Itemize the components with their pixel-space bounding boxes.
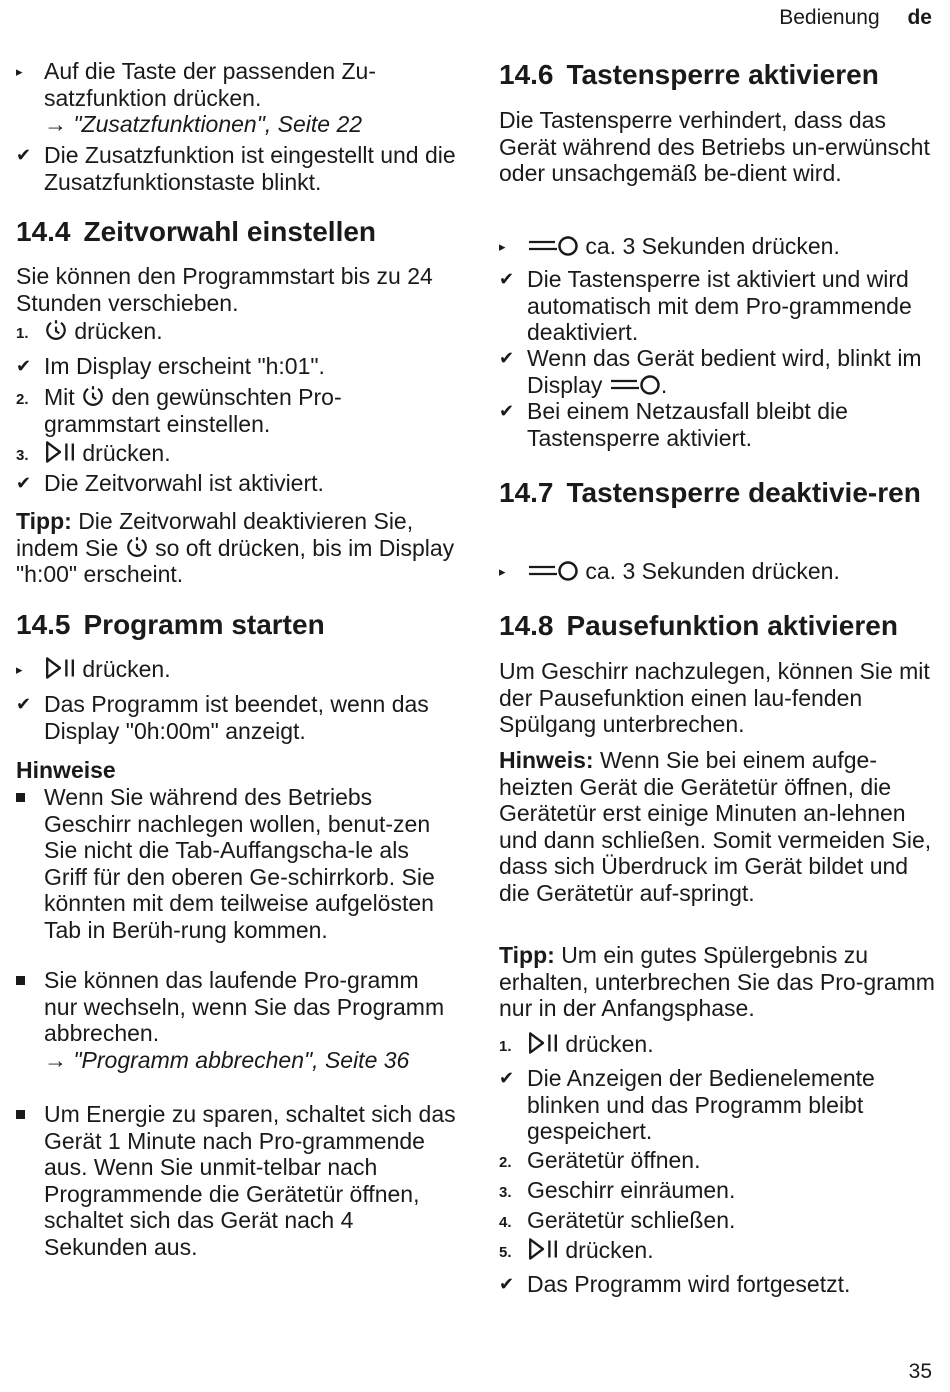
page-header xyxy=(779,6,932,30)
check-icon: ✔ xyxy=(499,401,515,421)
check-icon: ✔ xyxy=(499,269,515,289)
start-pause-icon xyxy=(527,1237,559,1261)
start-pause-icon xyxy=(44,656,76,680)
lock-result-1: ✔ Die Tastensperre ist aktiviert und wird automatisch mit dem Pro-grammende deaktiviert. xyxy=(499,266,912,345)
step-2: 2. Mit den gewünschten Pro-grammstart einstellen. xyxy=(16,384,342,437)
arrow-icon: ▸ xyxy=(16,64,23,79)
note-2: Sie können das laufende Pro-gramm nur wechseln, wenn Sie das Programm abbrechen. → "Programm abbrechen", Seite 36 xyxy=(16,967,456,1073)
intro-result-text: Die Zusatzfunktion ist eingestellt und die Zusatzfunktionstaste blinkt. xyxy=(44,142,456,195)
section-14-5-heading: 14.5 Programm starten xyxy=(16,609,325,640)
pause-step-5: 5. drücken. xyxy=(499,1237,654,1263)
section-14-7-heading: 14.7 Tastensperre deaktivie-ren xyxy=(499,477,921,508)
bullet-square-icon xyxy=(16,976,27,985)
arrow-icon: ▸ xyxy=(499,564,506,579)
pause-step-2: 2. Gerätetür öffnen. xyxy=(499,1147,701,1173)
timer-icon xyxy=(125,535,149,559)
unlock-step: ▸ ca. 3 Sekunden drücken. xyxy=(499,558,840,584)
check-icon: ✔ xyxy=(499,1274,515,1294)
timer-icon xyxy=(44,318,68,342)
start-result: ✔ Das Programm ist beendet, wenn das Display "0h:00m" anzeigt. xyxy=(16,691,429,744)
pause-result-5: ✔ Das Programm wird fortgesetzt. xyxy=(499,1271,851,1297)
result-3: ✔ Die Zeitvorwahl ist aktiviert. xyxy=(16,470,324,496)
section-14-4-intro: Sie können den Programmstart bis zu 24 Stunden verschieben. xyxy=(16,263,433,316)
note-1: Wenn Sie während des Betriebs Geschirr nachlegen wollen, benut-zen Sie nicht die Tab-Auffangscha-le als Griff für den oberen Ge-schirrkorb. Sie könnten mit dem teilweise aufgelösten Tab in Berüh-rung kommen. xyxy=(16,784,456,943)
result-1: ✔ Im Display erscheint "h:01". xyxy=(16,353,325,379)
bullet-square-icon xyxy=(16,1110,27,1119)
key-lock-icon xyxy=(609,374,661,396)
bullet-square-icon xyxy=(16,793,27,802)
pause-step-4: 4. Gerätetür schließen. xyxy=(499,1207,736,1233)
arrow-icon: ▸ xyxy=(499,239,506,254)
section-14-8-intro: Um Geschirr nachzulegen, können Sie mit der Pausefunktion einen lau-fenden Spülgang unterbrechen. xyxy=(499,658,930,737)
note-3: Um Energie zu sparen, schaltet sich das Gerät 1 Minute nach Pro-grammende aus. Wenn Sie unmit-telbar nach Programmende die Gerätetür öffnen, schaltet sich das Gerät nach 4 Sekunden aus. xyxy=(16,1101,456,1260)
start-pause-icon xyxy=(44,440,76,464)
lock-result-2: ✔ Wenn das Gerät bedient wird, blinkt im Display . xyxy=(499,345,922,398)
pause-step-1: 1. drücken. xyxy=(499,1031,654,1057)
section-14-6-heading: 14.6 Tastensperre aktivieren xyxy=(499,59,879,90)
start-step: ▸ drücken. xyxy=(16,656,171,682)
check-icon: ✔ xyxy=(499,1068,515,1088)
pause-step-3: 3. Geschirr einräumen. xyxy=(499,1177,736,1203)
check-icon: ✔ xyxy=(16,356,32,376)
timer-icon xyxy=(81,384,105,408)
check-icon: ✔ xyxy=(16,145,32,165)
header-language: de xyxy=(907,6,932,29)
section-14-8-tip: Tipp: Um ein gutes Spülergebnis zu erhalten, unterbrechen Sie das Pro-gramm nur in der Anfangsphase. xyxy=(499,942,935,1021)
section-14-4-heading: 14.4 Zeitvorwahl einstellen xyxy=(16,216,377,247)
intro-reference-link[interactable]: → "Zusatzfunktionen", Seite 22 xyxy=(44,111,363,137)
key-lock-icon xyxy=(527,235,579,257)
check-icon: ✔ xyxy=(16,694,32,714)
step-3: 3. drücken. xyxy=(16,440,171,466)
abort-program-reference-link[interactable]: → "Programm abbrechen", Seite 36 xyxy=(44,1046,410,1073)
check-icon: ✔ xyxy=(499,348,515,368)
intro-result xyxy=(16,142,456,195)
intro-step-text: Auf die Taste der passenden Zu-satzfunktion drücken. xyxy=(44,58,377,111)
start-pause-icon xyxy=(527,1031,559,1055)
section-14-4-tip: Tipp: Die Zeitvorwahl deaktivieren Sie, indem Sie so oft drücken, bis im Display "h:00" erscheint. xyxy=(16,508,455,587)
section-14-8-heading: 14.8 Pausefunktion aktivieren xyxy=(499,610,898,641)
section-14-6-intro: Die Tastensperre verhindert, dass das Gerät während des Betriebs un-erwünscht oder unsachgemäß be-dient wird. xyxy=(499,107,930,186)
lock-result-3: ✔ Bei einem Netzausfall bleibt die Tastensperre aktiviert. xyxy=(499,398,848,451)
check-icon: ✔ xyxy=(16,473,32,493)
page-number: 35 xyxy=(908,1360,932,1383)
step-1: 1. drücken. xyxy=(16,318,163,344)
notes-heading: Hinweise xyxy=(16,757,116,783)
arrow-icon: ▸ xyxy=(16,662,23,677)
header-section: Bedienung xyxy=(779,6,880,29)
intro-step xyxy=(16,58,456,138)
key-lock-icon xyxy=(527,560,579,582)
pause-result-1: ✔ Die Anzeigen der Bedienelemente blinken und das Programm bleibt gespeichert. xyxy=(499,1065,875,1144)
lock-step: ▸ ca. 3 Sekunden drücken. xyxy=(499,233,840,259)
section-14-8-note: Hinweis: Wenn Sie bei einem aufge-heizten Gerät die Gerätetür öffnen, die Gerätetür erst einige Minuten an-lehnen und dann schließen. Somit vermeiden Sie, dass sich Überdruck im Gerät bildet und die Gerätetür auf-springt. xyxy=(499,747,932,906)
